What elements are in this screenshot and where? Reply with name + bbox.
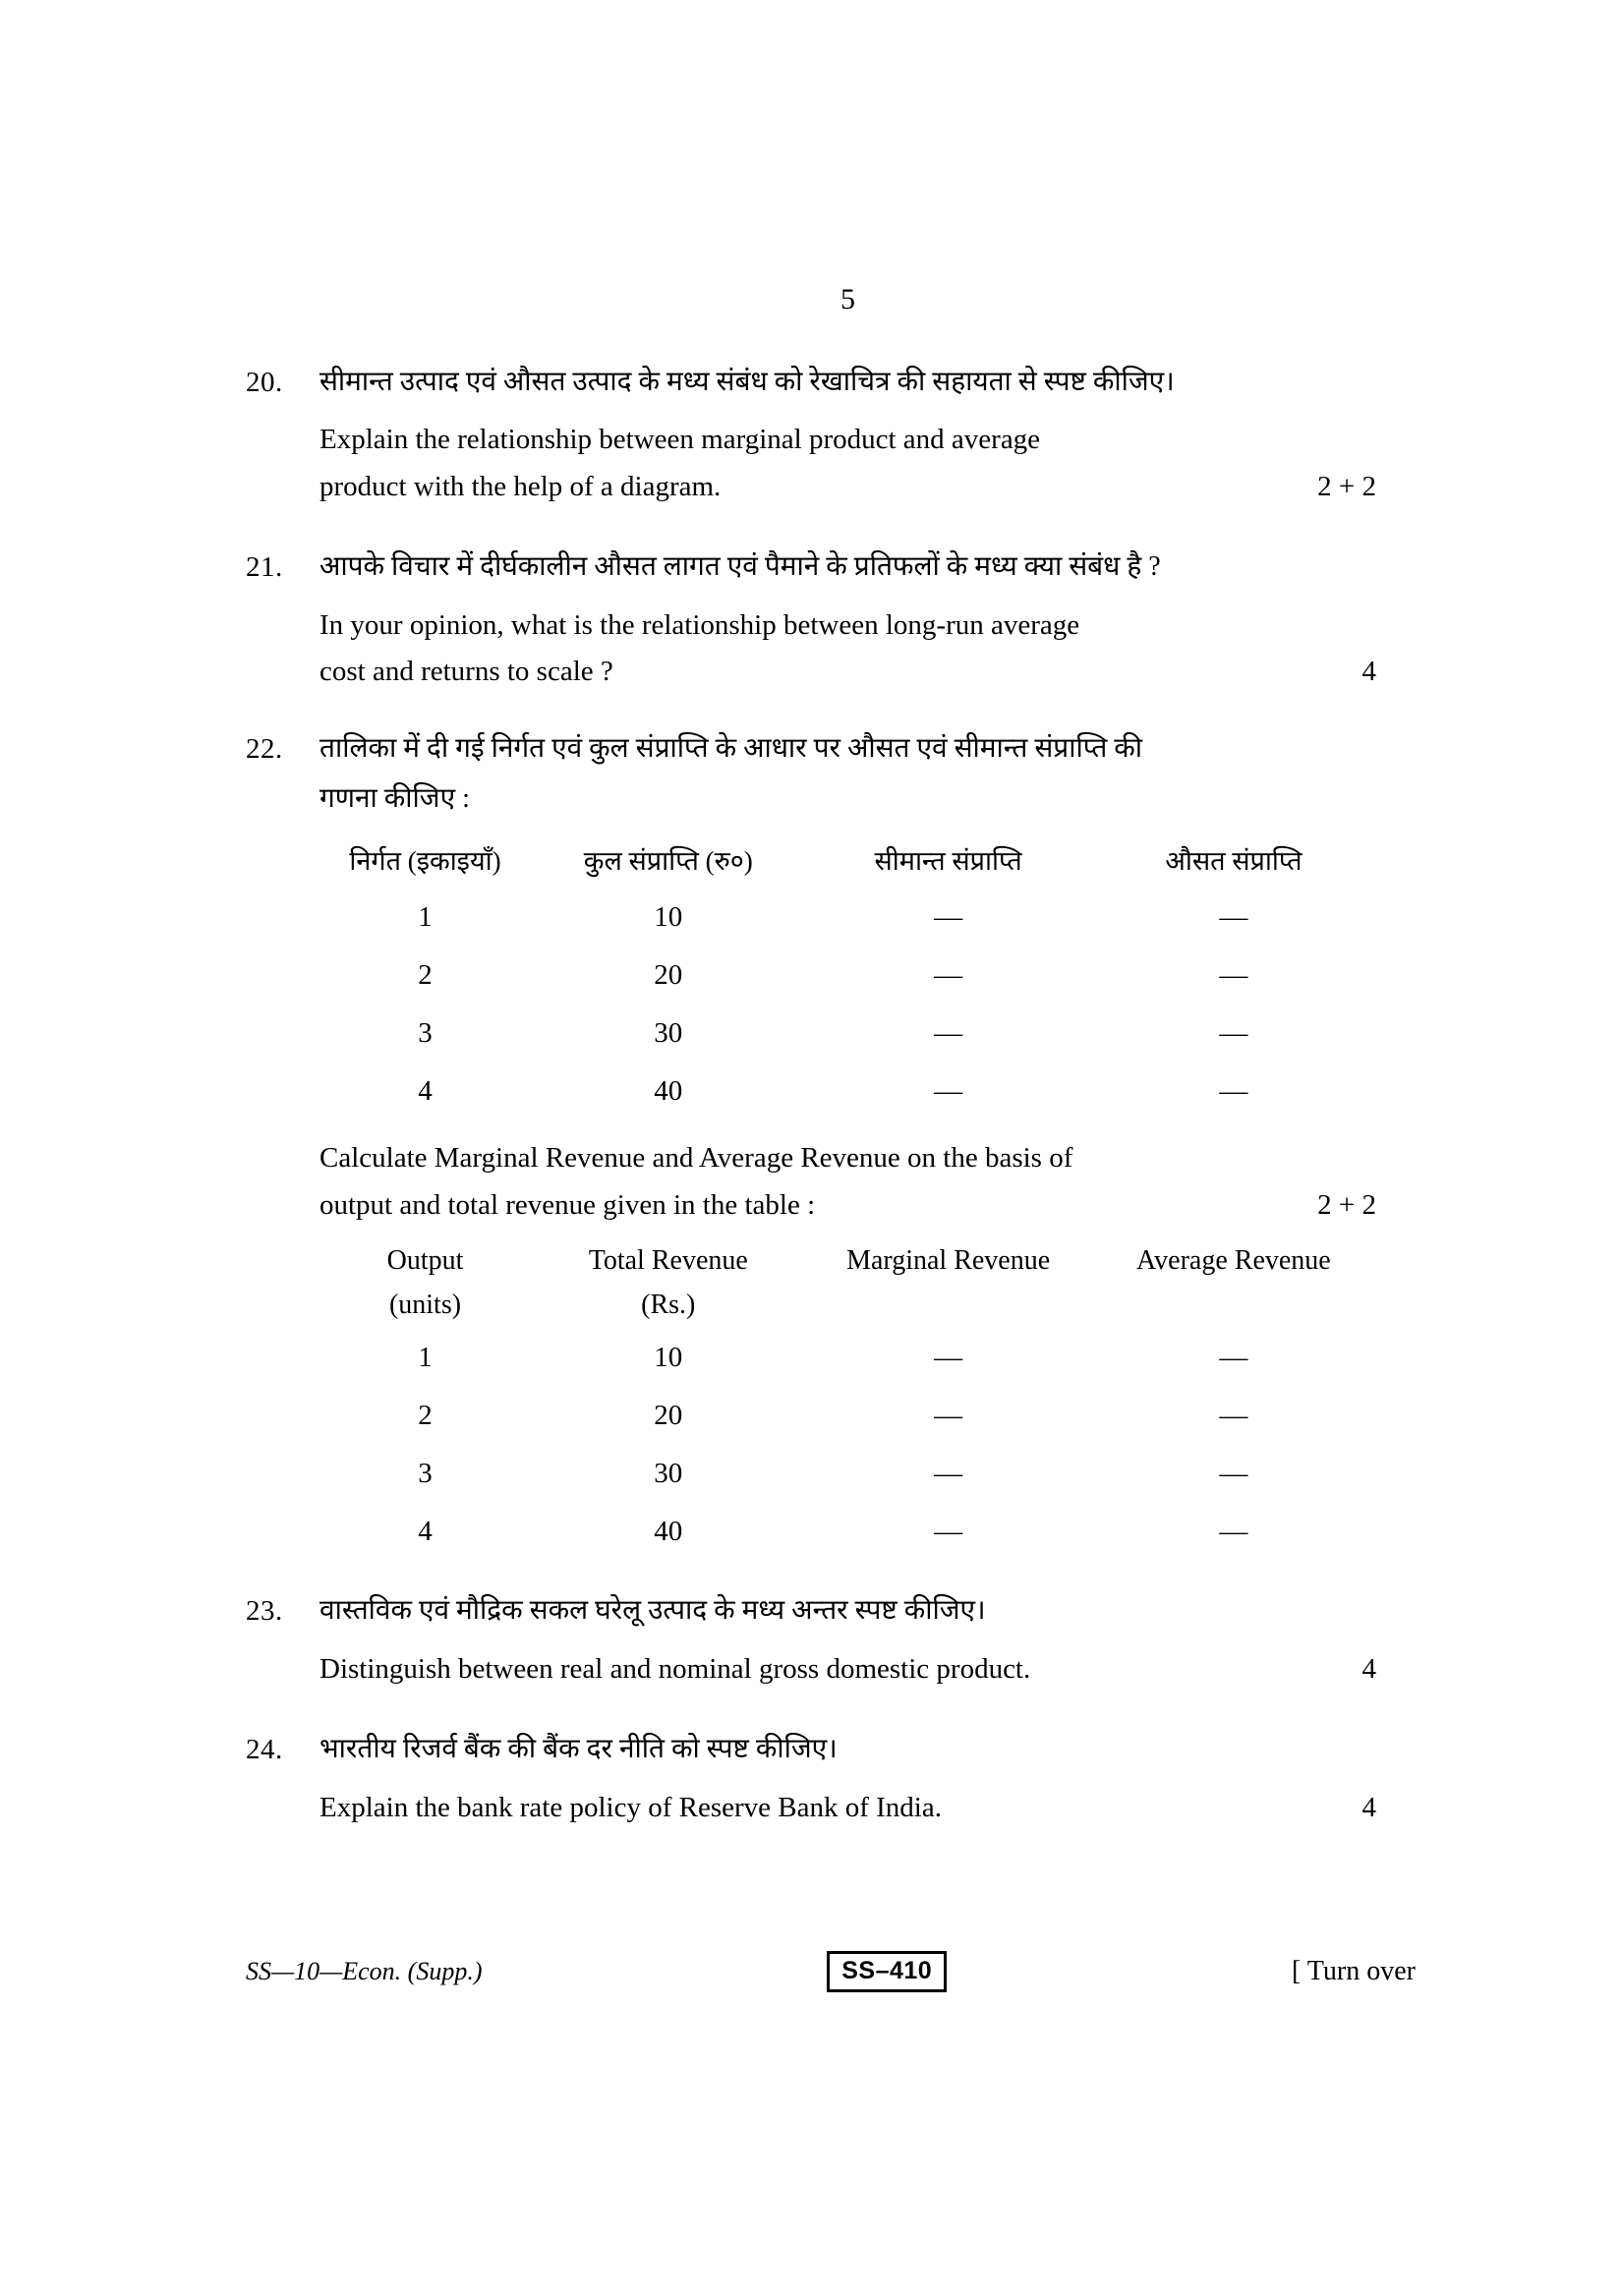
english-revenue-table-body <box>319 1329 1376 1561</box>
english-subheader-average <box>1091 1286 1376 1330</box>
cell-output: 4 <box>418 1516 433 1548</box>
question-22-english-line-2-row <box>319 1185 1376 1226</box>
table-row <box>319 1004 1376 1062</box>
english-subheader-rupees: (Rs.) <box>641 1289 696 1320</box>
cell-average-revenue: — <box>1219 1458 1248 1490</box>
question-22-hindi-line-2: गणना कीजिए : <box>319 783 470 815</box>
cell-average-revenue: — <box>1219 1017 1248 1050</box>
page-footer <box>246 1951 1416 1992</box>
cell-output: 3 <box>418 1017 433 1050</box>
hindi-header-output: निर्गत (इकाइयाँ) <box>349 845 501 876</box>
hindi-revenue-table-head <box>319 841 1376 890</box>
question-21-number: 21. <box>246 551 283 584</box>
table-row <box>319 1445 1376 1503</box>
question-23-marks: 4 <box>1361 1652 1376 1685</box>
question-22-hindi-line-1: तालिका में दी गई निर्गत एवं कुल संप्राप्ति के आधार पर औसत एवं सीमान्त संप्राप्ति की <box>319 732 1143 764</box>
table-subheader-row <box>319 1286 1376 1330</box>
cell-average-revenue: — <box>1219 901 1248 934</box>
question-23-english-line-1-row <box>319 1649 1376 1690</box>
cell-output: 3 <box>418 1458 433 1490</box>
question-20-english-line-2: product with the help of a diagram. <box>319 470 722 502</box>
table-header-row <box>319 841 1376 890</box>
cell-total-revenue: 10 <box>654 1342 683 1374</box>
hindi-revenue-table <box>319 841 1376 1121</box>
cell-marginal-revenue: — <box>934 1400 963 1432</box>
english-subheader-marginal <box>806 1286 1091 1330</box>
hindi-header-marginal-revenue: सीमान्त संप्राप्ति <box>874 845 1022 876</box>
question-23-body <box>319 1590 1376 1690</box>
table-row <box>319 1503 1376 1561</box>
page-content <box>246 285 1376 1854</box>
english-header-output: Output <box>386 1245 464 1277</box>
question-20-body <box>319 362 1376 507</box>
page-number: 5 <box>840 283 855 316</box>
question-20-english-line-1: Explain the relationship between marginal product and average <box>319 424 1041 456</box>
english-header-average-revenue: Average Revenue <box>1136 1245 1331 1277</box>
question-23 <box>246 1590 1376 1690</box>
cell-output: 1 <box>418 1342 433 1374</box>
question-22-english-line-2: output and total revenue given in the table : <box>319 1188 816 1221</box>
question-24-marks: 4 <box>1361 1791 1376 1823</box>
cell-marginal-revenue: — <box>934 1516 963 1548</box>
cell-marginal-revenue: — <box>934 1017 963 1050</box>
question-21-english-line-2-row <box>319 652 1376 692</box>
footer-paper-code: SS–410 <box>827 1951 947 1992</box>
cell-marginal-revenue: — <box>934 1458 963 1490</box>
hindi-revenue-table-body <box>319 889 1376 1120</box>
cell-total-revenue: 20 <box>654 959 683 992</box>
table-header-row <box>319 1241 1376 1286</box>
question-21-english-line-2: cost and returns to scale ? <box>319 656 613 688</box>
cell-average-revenue: — <box>1219 1516 1248 1548</box>
question-22-english-line-1: Calculate Marginal Revenue and Average Revenue on the basis of <box>319 1142 1073 1175</box>
english-revenue-table <box>319 1241 1376 1561</box>
cell-average-revenue: — <box>1219 1342 1248 1374</box>
cell-output: 1 <box>418 901 433 934</box>
question-23-number: 23. <box>246 1595 283 1628</box>
question-24-hindi: भारतीय रिजर्व बैंक की बैंक दर नीति को स्पष्ट कीजिए। <box>319 1734 838 1765</box>
table-row <box>319 1329 1376 1387</box>
question-24-body <box>319 1729 1376 1828</box>
question-20-english-line-2-row <box>319 467 1376 507</box>
cell-average-revenue: — <box>1219 959 1248 992</box>
question-23-english <box>319 1649 1376 1690</box>
footer-paper-label: SS—10—Econ. (Supp.) <box>246 1956 483 1985</box>
table-row <box>319 1062 1376 1120</box>
english-header-marginal-revenue: Marginal Revenue <box>846 1245 1051 1277</box>
question-24-number: 24. <box>246 1734 283 1766</box>
cell-total-revenue: 20 <box>654 1400 683 1432</box>
question-22 <box>246 728 1376 1562</box>
question-20-english <box>319 420 1376 507</box>
english-subheader-units: (units) <box>388 1289 462 1320</box>
question-21 <box>246 546 1376 692</box>
question-24 <box>246 1729 1376 1828</box>
question-22-marks: 2 + 2 <box>1317 1188 1376 1221</box>
table-row <box>319 889 1376 947</box>
table-row <box>319 947 1376 1004</box>
question-23-english-line-1: Distinguish between real and nominal gross domestic product. <box>319 1652 1031 1685</box>
cell-output: 4 <box>418 1075 433 1108</box>
question-20-hindi: सीमान्त उत्पाद एवं औसत उत्पाद के मध्य संबंध को रेखाचित्र की सहायता से स्पष्ट कीजिए। <box>319 367 1175 397</box>
cell-output: 2 <box>418 1400 433 1432</box>
cell-marginal-revenue: — <box>934 901 963 934</box>
english-revenue-table-head <box>319 1241 1376 1329</box>
question-24-english-line-1: Explain the bank rate policy of Reserve Bank of India. <box>319 1791 942 1823</box>
hindi-header-average-revenue: औसत संप्राप्ति <box>1165 845 1303 876</box>
cell-total-revenue: 40 <box>654 1075 683 1108</box>
question-24-english-line-1-row <box>319 1788 1376 1828</box>
question-21-hindi: आपके विचार में दीर्घकालीन औसत लागत एवं पैमाने के प्रतिफलों के मध्य क्या संबंध है ? <box>319 551 1161 583</box>
cell-average-revenue: — <box>1219 1400 1248 1432</box>
cell-total-revenue: 30 <box>654 1458 683 1490</box>
question-20 <box>246 362 1376 507</box>
table-row <box>319 1387 1376 1445</box>
english-header-total-revenue: Total Revenue <box>588 1245 748 1277</box>
question-21-english <box>319 605 1376 693</box>
cell-average-revenue: — <box>1219 1075 1248 1108</box>
cell-total-revenue: 10 <box>654 901 683 934</box>
cell-total-revenue: 40 <box>654 1516 683 1548</box>
question-20-marks: 2 + 2 <box>1317 470 1376 502</box>
footer-turn-over: [ Turn over <box>1291 1955 1416 1986</box>
cell-marginal-revenue: — <box>934 1342 963 1374</box>
cell-total-revenue: 30 <box>654 1017 683 1050</box>
question-21-marks: 4 <box>1361 656 1376 688</box>
question-21-english-line-1: In your opinion, what is the relationship between long-run average <box>319 608 1080 641</box>
question-22-body <box>319 728 1376 1562</box>
question-22-number: 22. <box>246 732 283 765</box>
question-24-english <box>319 1788 1376 1828</box>
cell-output: 2 <box>418 959 433 992</box>
cell-marginal-revenue: — <box>934 959 963 992</box>
hindi-header-total-revenue: कुल संप्राप्ति (रु०) <box>583 845 753 876</box>
question-21-body <box>319 546 1376 692</box>
question-23-hindi: वास्तविक एवं मौद्रिक सकल घरेलू उत्पाद के मध्य अन्तर स्पष्ट कीजिए। <box>319 1595 986 1627</box>
question-20-number: 20. <box>246 367 283 398</box>
question-22-english <box>319 1138 1376 1226</box>
cell-marginal-revenue: — <box>934 1075 963 1108</box>
